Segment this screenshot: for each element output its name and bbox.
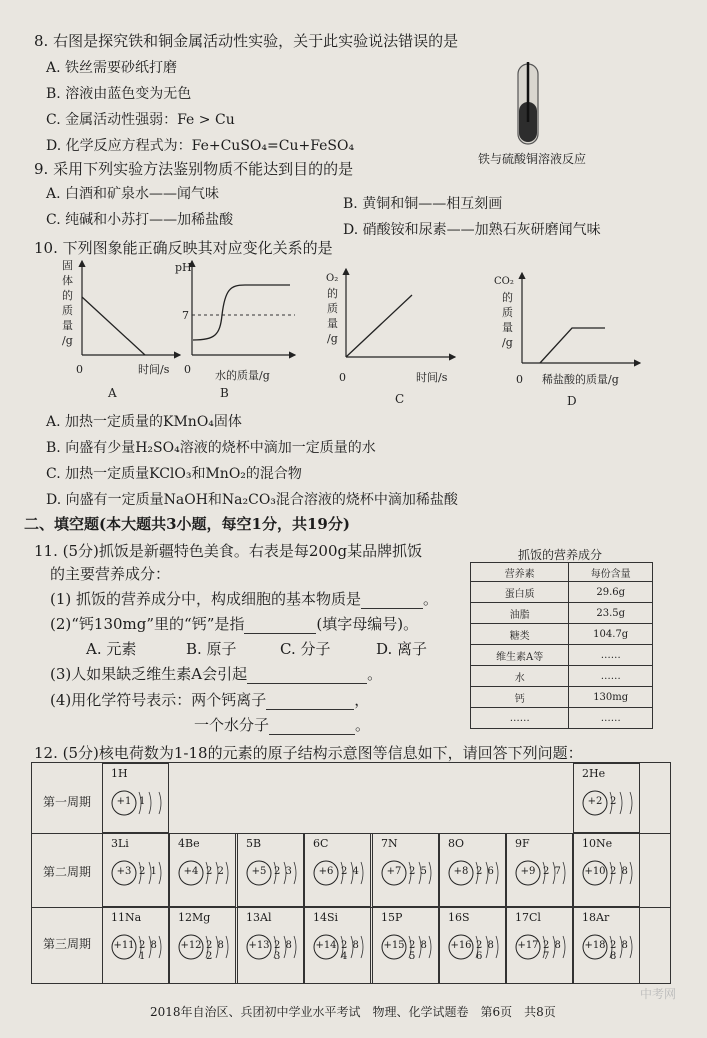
- electron-shells: 2 8 7: [543, 940, 562, 962]
- element-cell: [169, 833, 236, 907]
- element-cell: [304, 907, 371, 984]
- watermark: 中考网: [640, 987, 677, 1001]
- q9-option-b: B. 黄铜和铜——相互刻画: [343, 196, 503, 212]
- q10-option-b: B. 向盛有少量H₂SO₄溶液的烧杯中滴加一定质量的水: [46, 440, 376, 456]
- nutrition-table: [470, 562, 653, 729]
- svg-text:量: 量: [502, 321, 513, 334]
- svg-text:质: 质: [62, 304, 73, 317]
- svg-text:的: 的: [327, 287, 338, 300]
- element-symbol: 4Be: [178, 837, 200, 850]
- q10-stem: 10. 下列图象能正确反映其对应变化关系的是: [34, 239, 333, 257]
- q8-option-d: D. 化学反应方程式为：Fe+CuSO₄=Cu+FeSO₄: [46, 138, 355, 154]
- electron-shells: 2 8 1: [139, 940, 158, 962]
- graph-a: [62, 259, 180, 400]
- nucleus-charge: +3: [116, 866, 132, 877]
- electron-shells: 2 5: [409, 866, 428, 877]
- table-header: 每份含量: [569, 563, 653, 582]
- graph-a-xlabel: 时间/s: [138, 363, 170, 376]
- element-symbol: 12Mg: [178, 911, 211, 924]
- element-cell: [573, 833, 640, 907]
- electron-shells: 2 8 3: [274, 940, 293, 962]
- section-heading: 二、填空题(本大题共3小题，每空1分，共19分): [24, 515, 350, 533]
- q11-part4b: 一个水分子 。: [194, 716, 371, 734]
- q11-line2: 的主要营养成分：: [50, 565, 171, 583]
- graph-d-ylabel: CO₂: [494, 276, 514, 287]
- element-cell: [102, 833, 169, 907]
- table-row: 维生素A等 ……: [471, 645, 653, 666]
- nucleus-charge: +12: [180, 940, 202, 951]
- nucleus-charge: +9: [520, 866, 536, 877]
- element-cell: [573, 907, 640, 984]
- q9-stem: 9. 采用下列实验方法鉴别物质不能达到目的的是: [34, 160, 354, 178]
- nucleus-charge: +10: [584, 866, 606, 877]
- element-cell: [439, 833, 506, 907]
- element-cell: [102, 907, 169, 984]
- element-cell: [237, 833, 304, 907]
- svg-text:量: 量: [327, 317, 338, 330]
- electron-shells: 2 8: [610, 866, 629, 877]
- electron-shells: 2 8 8: [610, 940, 629, 962]
- element-symbol: 3Li: [111, 837, 129, 850]
- period-label: 第三周期: [42, 937, 91, 951]
- table-header: 营养素: [471, 563, 569, 582]
- element-cell: [573, 763, 640, 833]
- element-cell: [237, 907, 304, 984]
- nucleus-charge: +17: [517, 940, 539, 951]
- q11-blank3[interactable]: [247, 683, 367, 684]
- element-symbol: 1H: [111, 767, 128, 780]
- table-row: 水 ……: [471, 666, 653, 687]
- graph-b-ylabel: pH: [175, 261, 192, 274]
- graph-c: [326, 269, 455, 406]
- element-cell: [304, 833, 371, 907]
- element-symbol: 11Na: [111, 911, 142, 924]
- table-row: 油脂 23.5g: [471, 603, 653, 624]
- element-cell: [372, 907, 439, 984]
- graph-d-line: [540, 328, 605, 363]
- graph-d-xlabel: 稀盐酸的质量/g: [542, 373, 619, 386]
- nucleus-charge: +5: [251, 866, 267, 877]
- nucleus-charge: +13: [248, 940, 270, 951]
- graph-a-ylabel: 固: [62, 259, 73, 272]
- q11-choice-d: D. 离子: [376, 640, 428, 658]
- electron-shells: 2 6: [476, 866, 495, 877]
- q11-blank1[interactable]: [361, 608, 423, 609]
- element-symbol: 14Si: [313, 911, 339, 924]
- nucleus-charge: +1: [116, 796, 132, 807]
- periodic-table: [31, 762, 671, 984]
- graph-a-line: [82, 297, 145, 355]
- electron-shells: 2 7: [543, 866, 562, 877]
- electron-shells: 2 3: [274, 866, 293, 877]
- q11-choice-a: A. 元素: [86, 640, 137, 658]
- svg-text:/g: /g: [327, 332, 338, 345]
- nucleus-charge: +18: [584, 940, 606, 951]
- page-footer: 2018年自治区、兵团初中学业水平考试 物理、化学试题卷 第6页 共8页: [150, 1005, 556, 1019]
- element-symbol: 17Cl: [515, 911, 541, 924]
- element-symbol: 9F: [515, 837, 530, 850]
- q8-figure-caption: 铁与硫酸铜溶液反应: [478, 152, 587, 166]
- electron-shells: 2 8 4: [341, 940, 360, 962]
- electron-shells: 2: [610, 796, 618, 807]
- element-cell: [506, 833, 573, 907]
- element-symbol: 5B: [246, 837, 262, 850]
- table-row: 糖类 104.7g: [471, 624, 653, 645]
- svg-text:质: 质: [327, 302, 338, 315]
- q11-choice-c: C. 分子: [280, 640, 331, 658]
- test-tube-illustration: [510, 62, 546, 148]
- electron-shells: 2 8 6: [476, 940, 495, 962]
- electron-shells: 1: [139, 796, 147, 807]
- q11-blank5[interactable]: [269, 734, 355, 735]
- q11-part3: (3)人如果缺乏维生素A会引起 。: [50, 665, 383, 683]
- electron-shells: 2 4: [341, 866, 360, 877]
- q11-choice-b: B. 原子: [186, 640, 237, 658]
- element-symbol: 18Ar: [582, 911, 610, 924]
- svg-text:的: 的: [62, 289, 73, 302]
- nucleus-charge: +7: [386, 866, 402, 877]
- q10-option-c: C. 加热一定质量KClO₃和MnO₂的混合物: [46, 466, 302, 482]
- element-symbol: 8O: [448, 837, 465, 850]
- graph-c-line: [346, 295, 412, 357]
- q11-line1: 11. (5分)抓饭是新疆特色美食。右表是每200g某品牌抓饭: [34, 542, 423, 560]
- nucleus-charge: +14: [315, 940, 337, 951]
- q10-option-d: D. 向盛有一定质量NaOH和Na₂CO₃混合溶液的烧杯中滴加稀盐酸: [46, 492, 458, 508]
- element-cell: [372, 833, 439, 907]
- nucleus-charge: +2: [587, 796, 603, 807]
- electron-shells: 2 8 5: [409, 940, 428, 962]
- element-symbol: 2He: [582, 767, 606, 780]
- q11-part4a: (4)用化学符号表示：两个钙离子 ，: [50, 691, 370, 709]
- element-symbol: 6C: [313, 837, 329, 850]
- svg-text:的: 的: [502, 291, 513, 304]
- element-symbol: 7N: [381, 837, 398, 850]
- element-symbol: 13Al: [246, 911, 272, 924]
- q9-option-d: D. 硝酸铵和尿素——加熟石灰研磨闻气味: [343, 222, 601, 238]
- svg-text:体: 体: [62, 274, 73, 287]
- graph-b-xlabel: 水的质量/g: [215, 369, 270, 382]
- q8-option-a: A. 铁丝需要砂纸打磨: [46, 60, 178, 76]
- graph-a-letter: A: [108, 386, 117, 400]
- q10-option-a: A. 加热一定质量的KMnO₄固体: [46, 414, 242, 430]
- table-row: …… ……: [471, 708, 653, 729]
- nucleus-charge: +16: [450, 940, 472, 951]
- svg-text:0: 0: [516, 373, 523, 386]
- electron-shells: 2 1: [139, 866, 158, 877]
- graph-b: [175, 261, 295, 400]
- element-cell: [439, 907, 506, 984]
- graph-b-letter: B: [220, 386, 229, 400]
- element-symbol: 10Ne: [582, 837, 613, 850]
- svg-text:0: 0: [76, 363, 83, 376]
- graph-c-letter: C: [395, 392, 405, 406]
- svg-text:/g: /g: [62, 334, 73, 347]
- svg-text:0: 0: [184, 363, 191, 376]
- table-row: 钙 130mg: [471, 687, 653, 708]
- nucleus-charge: +11: [113, 940, 135, 951]
- q9-option-c: C. 纯碱和小苏打——加稀盐酸: [46, 212, 234, 228]
- svg-text:/g: /g: [502, 336, 513, 349]
- nutrition-table-title: 抓饭的营养成分: [518, 548, 603, 562]
- table-row: 蛋白质 29.6g: [471, 582, 653, 603]
- q9-option-a: A. 白酒和矿泉水——闻气味: [46, 186, 220, 202]
- q10-graphs: [50, 255, 660, 410]
- graph-d-letter: D: [567, 394, 577, 408]
- q8-option-b: B. 溶液由蓝色变为无色: [46, 86, 192, 102]
- element-cell: [506, 907, 573, 984]
- q11-part1: (1) 抓饭的营养成分中，构成细胞的基本物质是 。: [50, 590, 439, 608]
- electron-shells: 2 8 2: [206, 940, 225, 962]
- q8-stem: 8. 右图是探究铁和铜金属活动性实验，关于此实验说法错误的是: [34, 32, 459, 50]
- element-cell: [169, 907, 236, 984]
- graph-c-xlabel: 时间/s: [416, 371, 448, 384]
- nucleus-charge: +15: [383, 940, 405, 951]
- svg-text:量: 量: [62, 319, 73, 332]
- graph-d: [494, 273, 640, 408]
- svg-text:质: 质: [502, 306, 513, 319]
- q11-blank4[interactable]: [266, 709, 354, 710]
- nucleus-charge: +8: [453, 866, 469, 877]
- period-label: 第一周期: [42, 795, 91, 809]
- q12-stem: 12. (5分)核电荷数为1-18的元素的原子结构示意图等信息如下，请回答下列问题：: [34, 744, 583, 762]
- element-symbol: 16S: [448, 911, 470, 924]
- element-cell: [102, 763, 169, 833]
- electron-shells: 2 2: [206, 866, 225, 877]
- graph-b-ref: 7: [182, 309, 189, 322]
- q11-part2: (2)“钙130mg”里的“钙”是指 (填字母编号)。: [50, 615, 419, 633]
- svg-text:0: 0: [339, 371, 346, 384]
- q11-blank2[interactable]: [244, 633, 316, 634]
- nucleus-charge: +6: [318, 866, 334, 877]
- graph-c-ylabel: O₂: [326, 273, 339, 284]
- element-symbol: 15P: [381, 911, 403, 924]
- graph-b-curve: [193, 285, 290, 340]
- nucleus-charge: +4: [183, 866, 199, 877]
- q8-option-c: C. 金属活动性强弱：Fe > Cu: [46, 112, 235, 128]
- period-label: 第二周期: [42, 865, 91, 879]
